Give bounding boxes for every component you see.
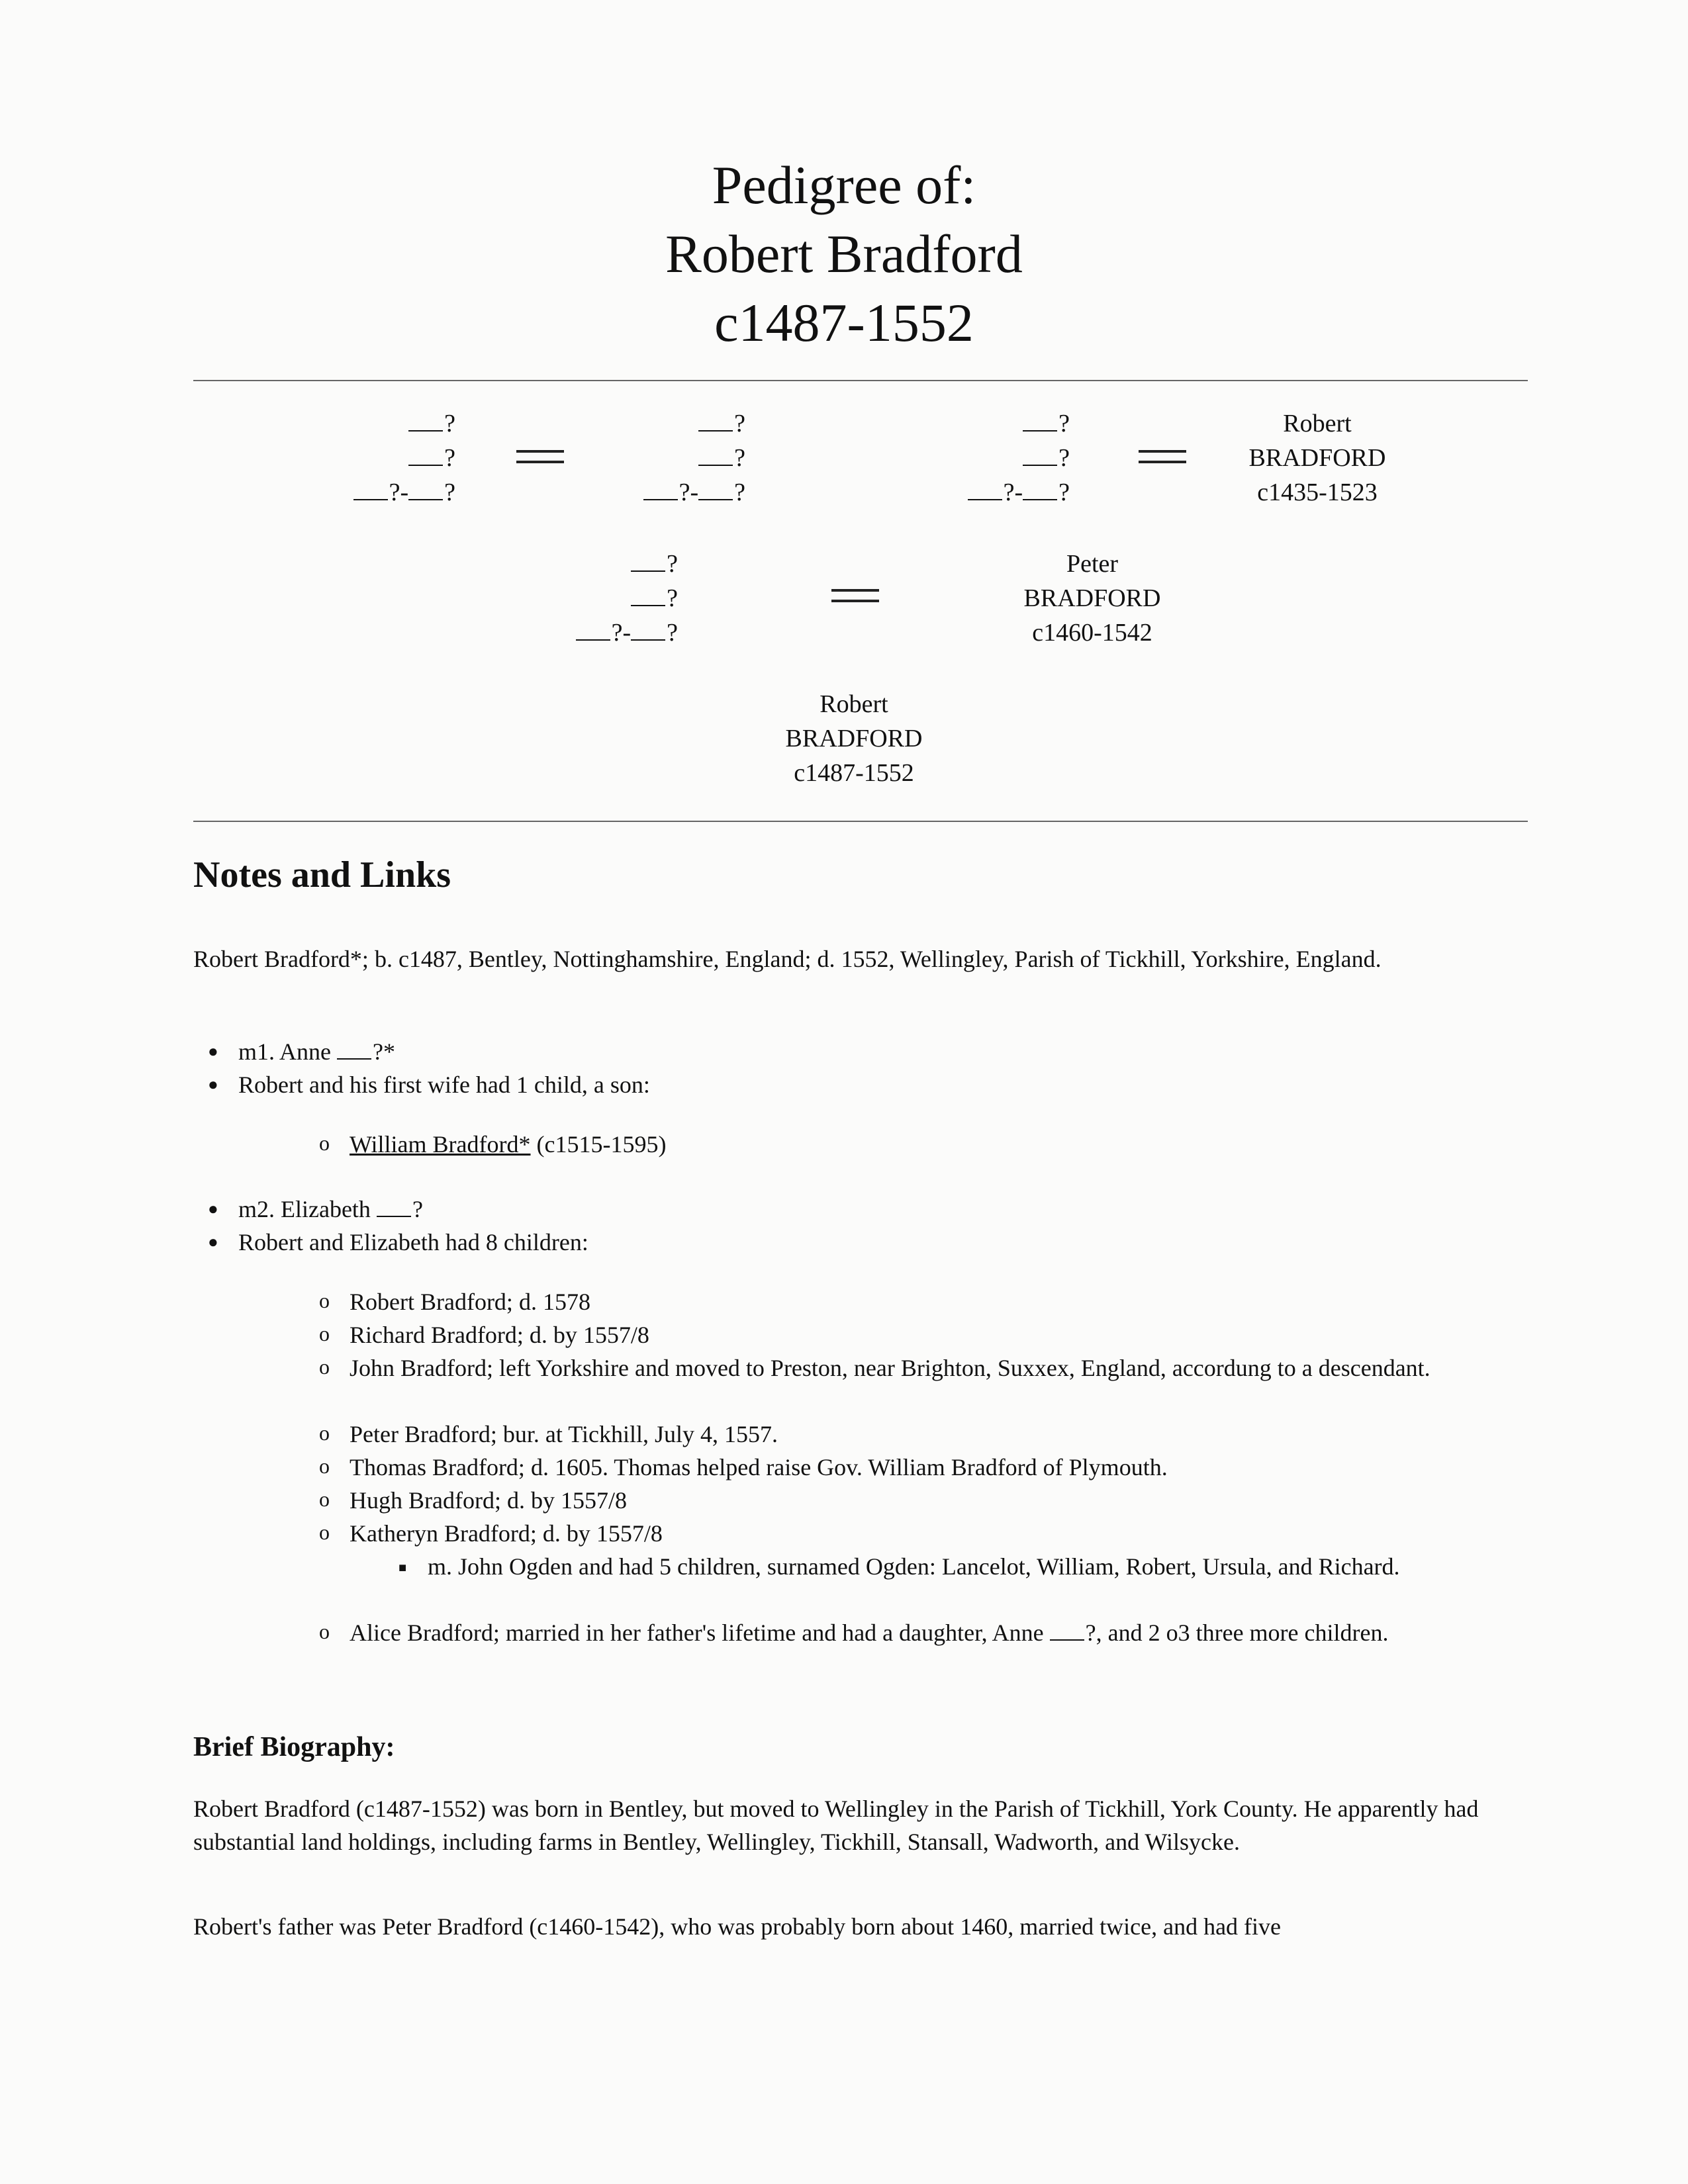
child-hugh: o Hugh Bradford; d. by 1557/8 — [350, 1484, 1488, 1517]
william-bradford-link[interactable]: William Bradford* — [350, 1131, 531, 1158]
bottom-divider — [193, 821, 1528, 822]
list-item-first-children: ● Robert and his first wife had 1 child, a son: — [238, 1068, 1536, 1101]
top-divider — [193, 380, 1528, 381]
subject-robert: Robert BRADFORD c1487-1552 — [785, 690, 923, 787]
unknown-ancestor-4: ? ? ?- ? — [549, 547, 678, 650]
biography-paragraph-1: Robert Bradford (c1487-1552) was born in Bentley, but moved to Wellingley in the Parish of Tickhill, York County. He apparently had substantial land holdings, including farms in Bentley, Wellingley, Tickhill, Stansall, Wadworth, and Wilsycke. — [193, 1796, 1479, 1855]
unknown-ancestor-2: ? ? ?- ? — [628, 406, 745, 510]
page-title — [0, 151, 1688, 357]
title-line-3: c1487-1552 — [714, 293, 974, 353]
marriage-equals-2 — [1139, 450, 1186, 471]
list-item-second-children: ● Robert and Elizabeth had 8 children: — [238, 1226, 1536, 1259]
biography-paragraph-2: Robert's father was Peter Bradford (c1460-1542), who was probably born about 1460, married twice, and had five — [193, 1913, 1282, 1940]
father-peter: Peter BRADFORD c1460-1542 — [1023, 550, 1161, 647]
title-line-1: Pedigree of: — [712, 155, 976, 215]
child-richard: o Richard Bradford; d. by 1557/8 — [350, 1318, 1488, 1351]
notes-heading: Notes and Links — [193, 854, 451, 895]
child-thomas: o Thomas Bradford; d. 1605. Thomas helped raise Gov. William Bradford of Plymouth. — [350, 1451, 1488, 1484]
title-line-2: Robert Bradford — [665, 224, 1023, 284]
child-william: o William Bradford* (c1515-1595) — [350, 1128, 1488, 1161]
child-john: o John Bradford; left Yorkshire and moved to Preston, near Brighton, Suxxex, England, accordung to a descendant. — [350, 1351, 1488, 1385]
marriage-equals-3 — [831, 589, 879, 610]
child-robert: o Robert Bradford; d. 1578 — [350, 1285, 1488, 1318]
katheryn-marriage: ■ m. John Ogden and had 5 children, surnamed Ogden: Lancelot, William, Robert, Ursula, and Richard. — [428, 1550, 1487, 1583]
list-item-m2: ● m2. Elizabeth ? — [238, 1193, 1536, 1226]
grandfather-robert: Robert BRADFORD c1435-1523 — [1248, 410, 1386, 506]
marriage-equals-1 — [516, 450, 564, 471]
intro-paragraph: Robert Bradford*; b. c1487, Bentley, Nottinghamshire, England; d. 1552, Wellingley, Parish of Tickhill, Yorkshire, England. — [193, 946, 1382, 972]
unknown-ancestor-1: ? ? ?- ? — [344, 406, 455, 510]
list-item-m1: ● m1. Anne ?* — [238, 1035, 1536, 1068]
child-katheryn: o Katheryn Bradford; d. by 1557/8 — [350, 1517, 1488, 1550]
child-peter: o Peter Bradford; bur. at Tickhill, July 4, 1557. — [350, 1418, 1488, 1451]
child-alice: o Alice Bradford; married in her father's lifetime and had a daughter, Anne ?, and 2 o3 three more children. — [350, 1616, 1488, 1649]
unknown-ancestor-3: ? ? ?- ? — [953, 406, 1070, 510]
biography-heading: Brief Biography: — [193, 1732, 395, 1762]
